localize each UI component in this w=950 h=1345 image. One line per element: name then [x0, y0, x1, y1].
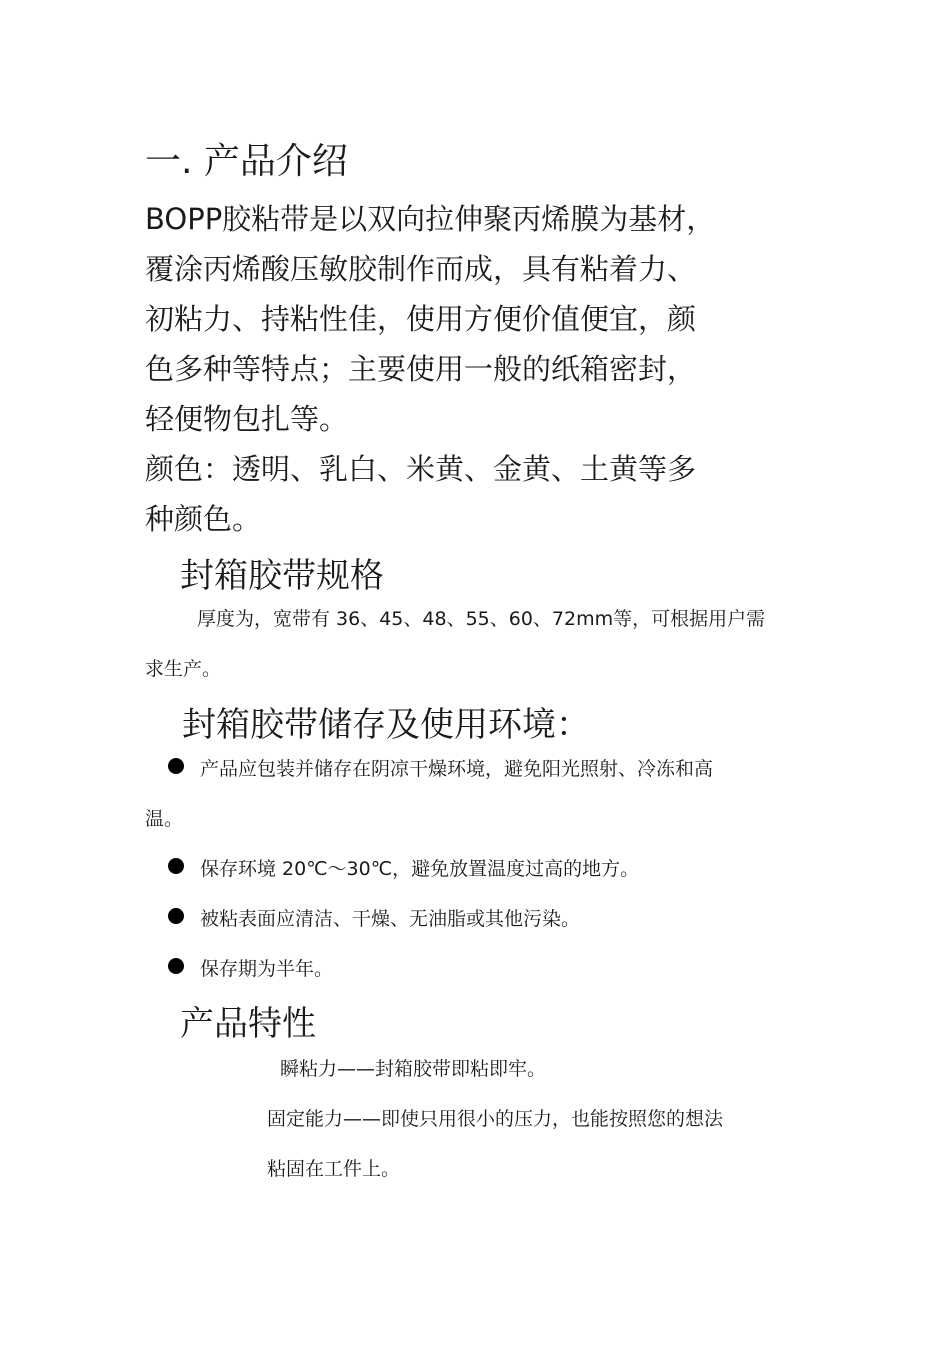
- intro-heading: 一. 产品介绍: [145, 141, 348, 182]
- storage-item-4: 保存期为半年。: [200, 958, 334, 980]
- intro-line-4: 色多种等特点；主要使用一般的纸箱密封，: [145, 352, 697, 386]
- spec-heading: 封箱胶带规格: [180, 556, 384, 596]
- intro-line-5: 轻便物包扎等。: [145, 402, 349, 436]
- features-heading: 产品特性: [180, 1004, 316, 1044]
- features-line-2: 固定能力——即使只用很小的压力，也能按照您的想法: [267, 1108, 724, 1130]
- storage-item-1: 产品应包装并储存在阴凉干燥环境，避免阳光照射、冷冻和高: [200, 758, 714, 780]
- bullet-icon: [168, 908, 184, 924]
- intro-line-3: 初粘力、持粘性佳，使用方便价值便宜，颜: [145, 302, 697, 336]
- bullet-icon: [168, 958, 184, 974]
- intro-line-1: BOPP胶粘带是以双向拉伸聚丙烯膜为基材，: [145, 202, 716, 236]
- intro-line-6: 颜色：透明、乳白、米黄、金黄、土黄等多: [145, 452, 697, 486]
- intro-line-7: 种颜色。: [145, 502, 262, 536]
- storage-heading: 封箱胶带储存及使用环境：: [182, 705, 590, 745]
- storage-item-3: 被粘表面应清洁、干燥、无油脂或其他污染。: [200, 908, 581, 930]
- bullet-icon: [168, 858, 184, 874]
- spec-line-2: 求生产。: [145, 658, 222, 680]
- intro-line-2: 覆涂丙烯酸压敏胶制作而成，具有粘着力、: [145, 252, 697, 286]
- spec-line-1: 厚度为，宽带有 36、45、48、55、60、72mm等，可根据用户需: [197, 608, 766, 630]
- storage-item-1-continued: 温。: [145, 808, 184, 830]
- storage-item-2: 保存环境 20℃～30℃，避免放置温度过高的地方。: [200, 858, 640, 880]
- features-line-3: 粘固在工件上。: [267, 1158, 401, 1180]
- features-line-1: 瞬粘力——封箱胶带即粘即牢。: [280, 1058, 547, 1080]
- bullet-icon: [168, 758, 184, 774]
